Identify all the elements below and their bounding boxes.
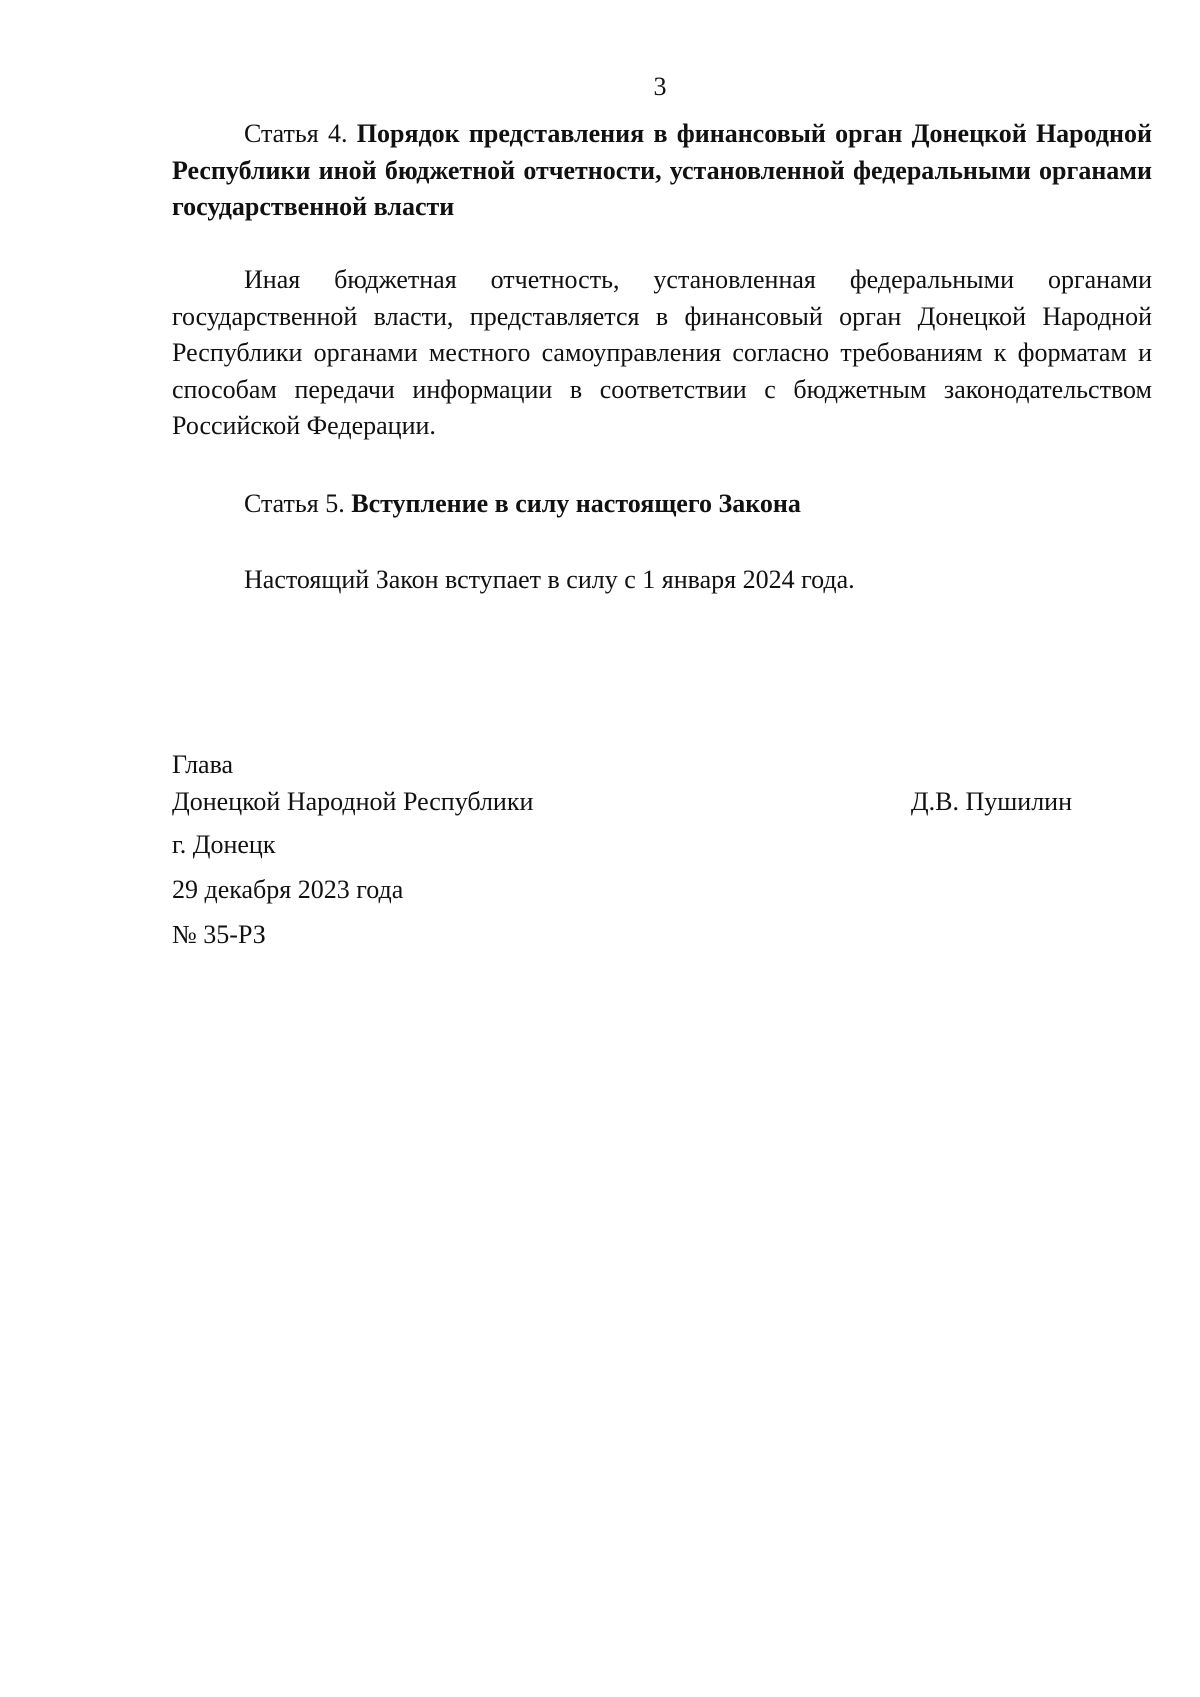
law-number: № 35-РЗ — [172, 920, 266, 949]
signing-city: г. Донецк — [172, 830, 276, 859]
article-5-body: Настоящий Закон вступает в силу с 1 января 2024 года. — [244, 565, 855, 594]
signer-position-line1: Глава — [172, 750, 234, 779]
article-4-body: Иная бюджетная отчетность, установленная федеральными органами государственной власти, представляется в финансовый орган Донецкой Народной Республики органами местного самоуправления согласно требованиям к форматам и способам передачи информации в соответствии с бюджетным законодательством Российской Федерации. — [172, 265, 1152, 440]
signer-position-line2: Донецкой Народной Республики — [172, 786, 534, 816]
article-4-heading — [172, 116, 1152, 226]
signer-name: Д.В. Пушилин — [910, 786, 1072, 816]
article-4-label: Статья 4. — [244, 119, 348, 148]
page-number: 3 — [653, 72, 667, 101]
signing-date: 29 декабря 2023 года — [172, 875, 404, 904]
article-5-heading — [172, 486, 1152, 523]
signature-block — [172, 747, 1072, 820]
article-5-title: Вступление в силу настоящего Закона — [351, 489, 801, 518]
signature-row — [172, 784, 1072, 821]
article-4-title: Порядок представления в финансовый орган Донецкой Народной Республики иной бюджетной отчетности, установленной федеральными органами государственной власти — [172, 119, 1152, 221]
article-5-label: Статья 5. — [244, 489, 345, 518]
